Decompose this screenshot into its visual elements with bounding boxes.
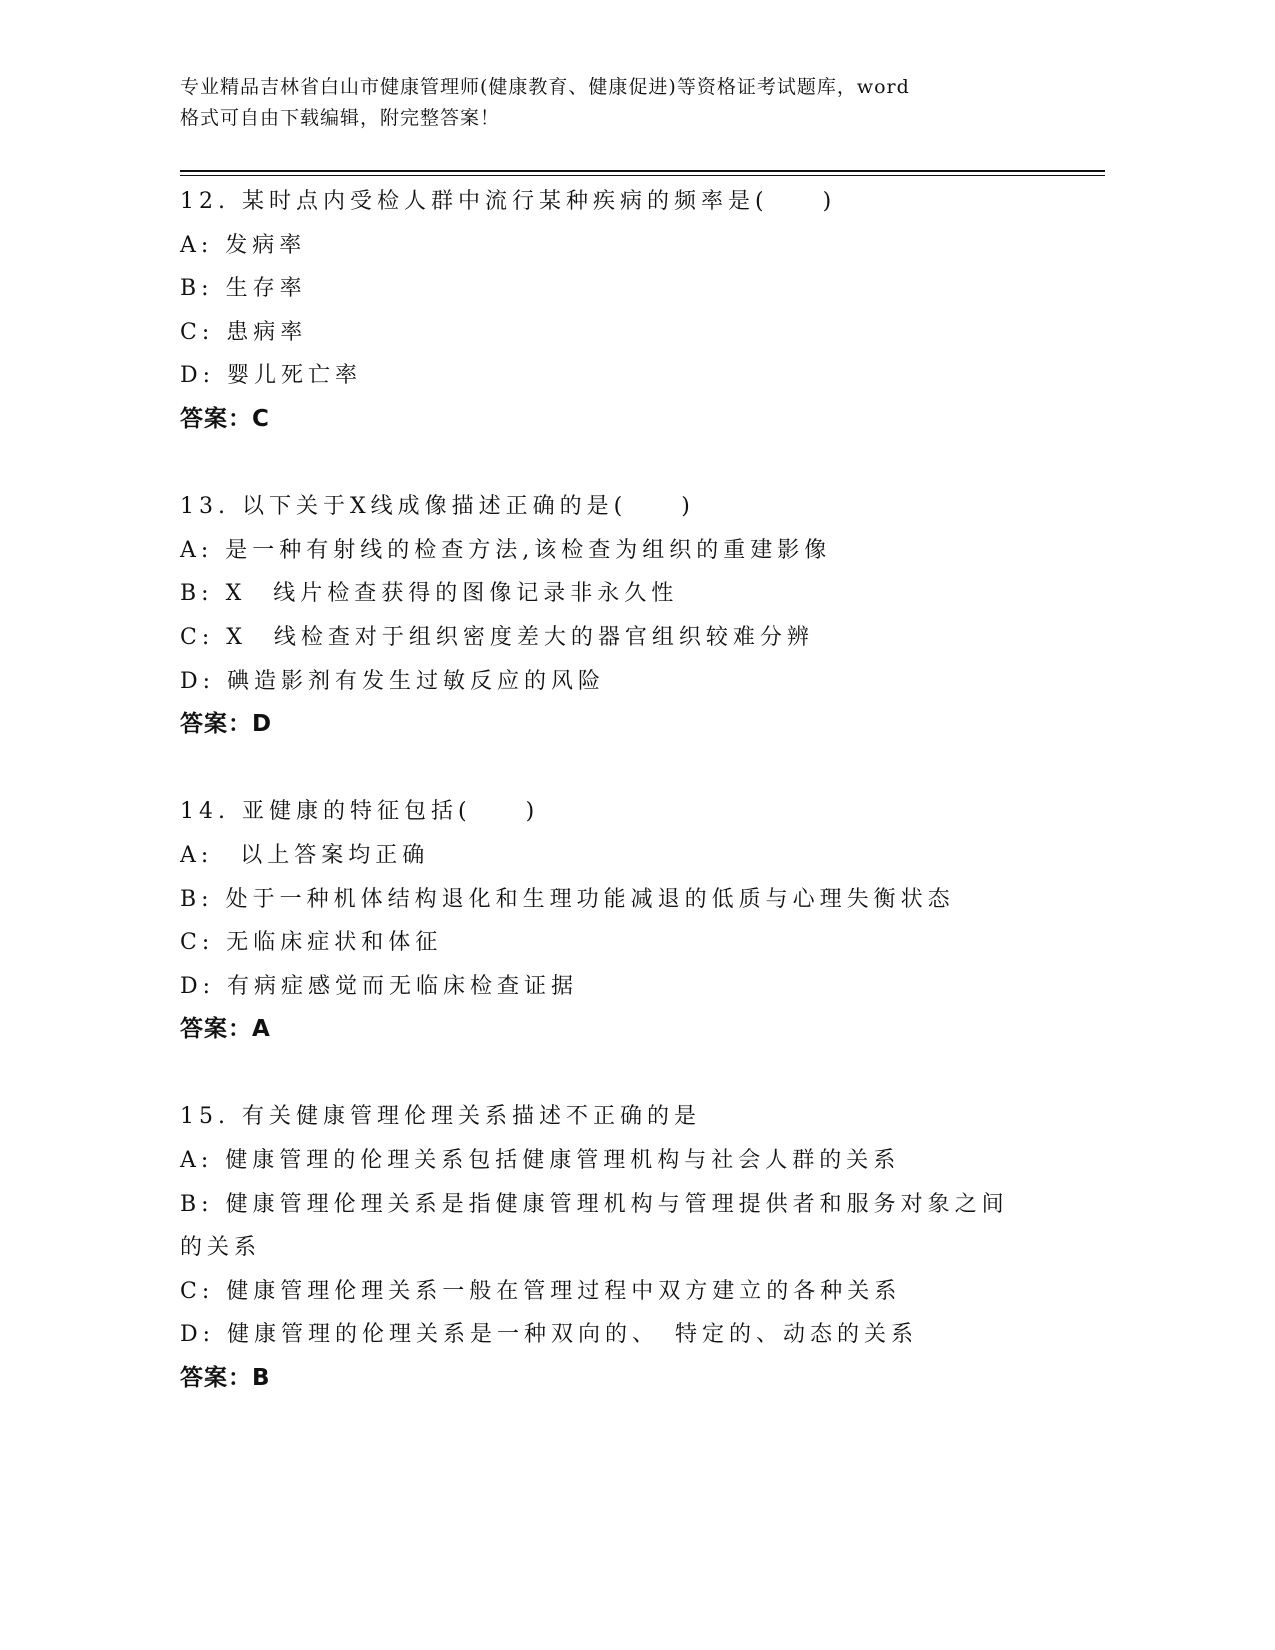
question-stem: 14. 亚健康的特征包括( ): [180, 799, 540, 825]
option-a: A: 发病率: [180, 232, 307, 258]
option-d: D: 健康管理的伦理关系是一种双向的、 特定的、动态的关系: [180, 1322, 919, 1348]
question-stem: 15. 有关健康管理伦理关系描述不正确的是: [180, 1104, 701, 1130]
header-line-2: 格式可自由下载编辑，附完整答案！: [180, 107, 501, 129]
question-stem: 12. 某时点内受检人群中流行某种疾病的频率是( ): [180, 189, 837, 214]
question-stem: 13. 以下关于X线成像描述正确的是( ): [180, 494, 695, 520]
option-a: A: 健康管理的伦理关系包括健康管理机构与社会人群的关系: [180, 1148, 901, 1174]
option-a: A: 是一种有射线的检查方法,该检查为组织的重建影像: [180, 537, 832, 563]
option-c: C: 患病率: [180, 319, 308, 345]
option-c: C: 健康管理伦理关系一般在管理过程中双方建立的各种关系: [180, 1278, 902, 1304]
answer: 答案：A: [180, 1016, 271, 1043]
answer: 答案：B: [180, 1365, 271, 1392]
header-divider-top: [180, 170, 1105, 172]
option-b: B: 生存率: [180, 276, 307, 302]
option-c: C: X 线检查对于组织密度差大的器官组织较难分辨: [180, 624, 814, 650]
answer: 答案：D: [180, 711, 273, 738]
question-14: [180, 790, 1080, 1052]
option-b: B: X 线片检查获得的图像记录非永久性: [180, 581, 679, 607]
option-c: C: 无临床症状和体征: [180, 930, 443, 956]
option-d: D: 有病症感觉而无临床检查证据: [180, 973, 579, 999]
header-line-1: 专业精品吉林省白山市健康管理师(健康教育、健康促进)等资格证考试题库，word: [180, 76, 910, 98]
question-12: [180, 180, 1080, 442]
question-15: [180, 1095, 1080, 1400]
document-header: [180, 72, 1060, 134]
option-b: B: 健康管理伦理关系是指健康管理机构与管理提供者和服务对象之间的关系: [180, 1191, 1009, 1261]
option-d: D: 婴儿死亡率: [180, 363, 363, 389]
option-d: D: 碘造影剂有发生过敏反应的风险: [180, 668, 606, 694]
header-divider-bottom: [180, 175, 1105, 176]
answer: 答案：C: [180, 405, 270, 432]
question-list: [180, 180, 1080, 1444]
option-b: B: 处于一种机体结构退化和生理功能减退的低质与心理失衡状态: [180, 886, 955, 912]
question-13: [180, 485, 1080, 747]
option-a: A: 以上答案均正确: [180, 842, 430, 868]
